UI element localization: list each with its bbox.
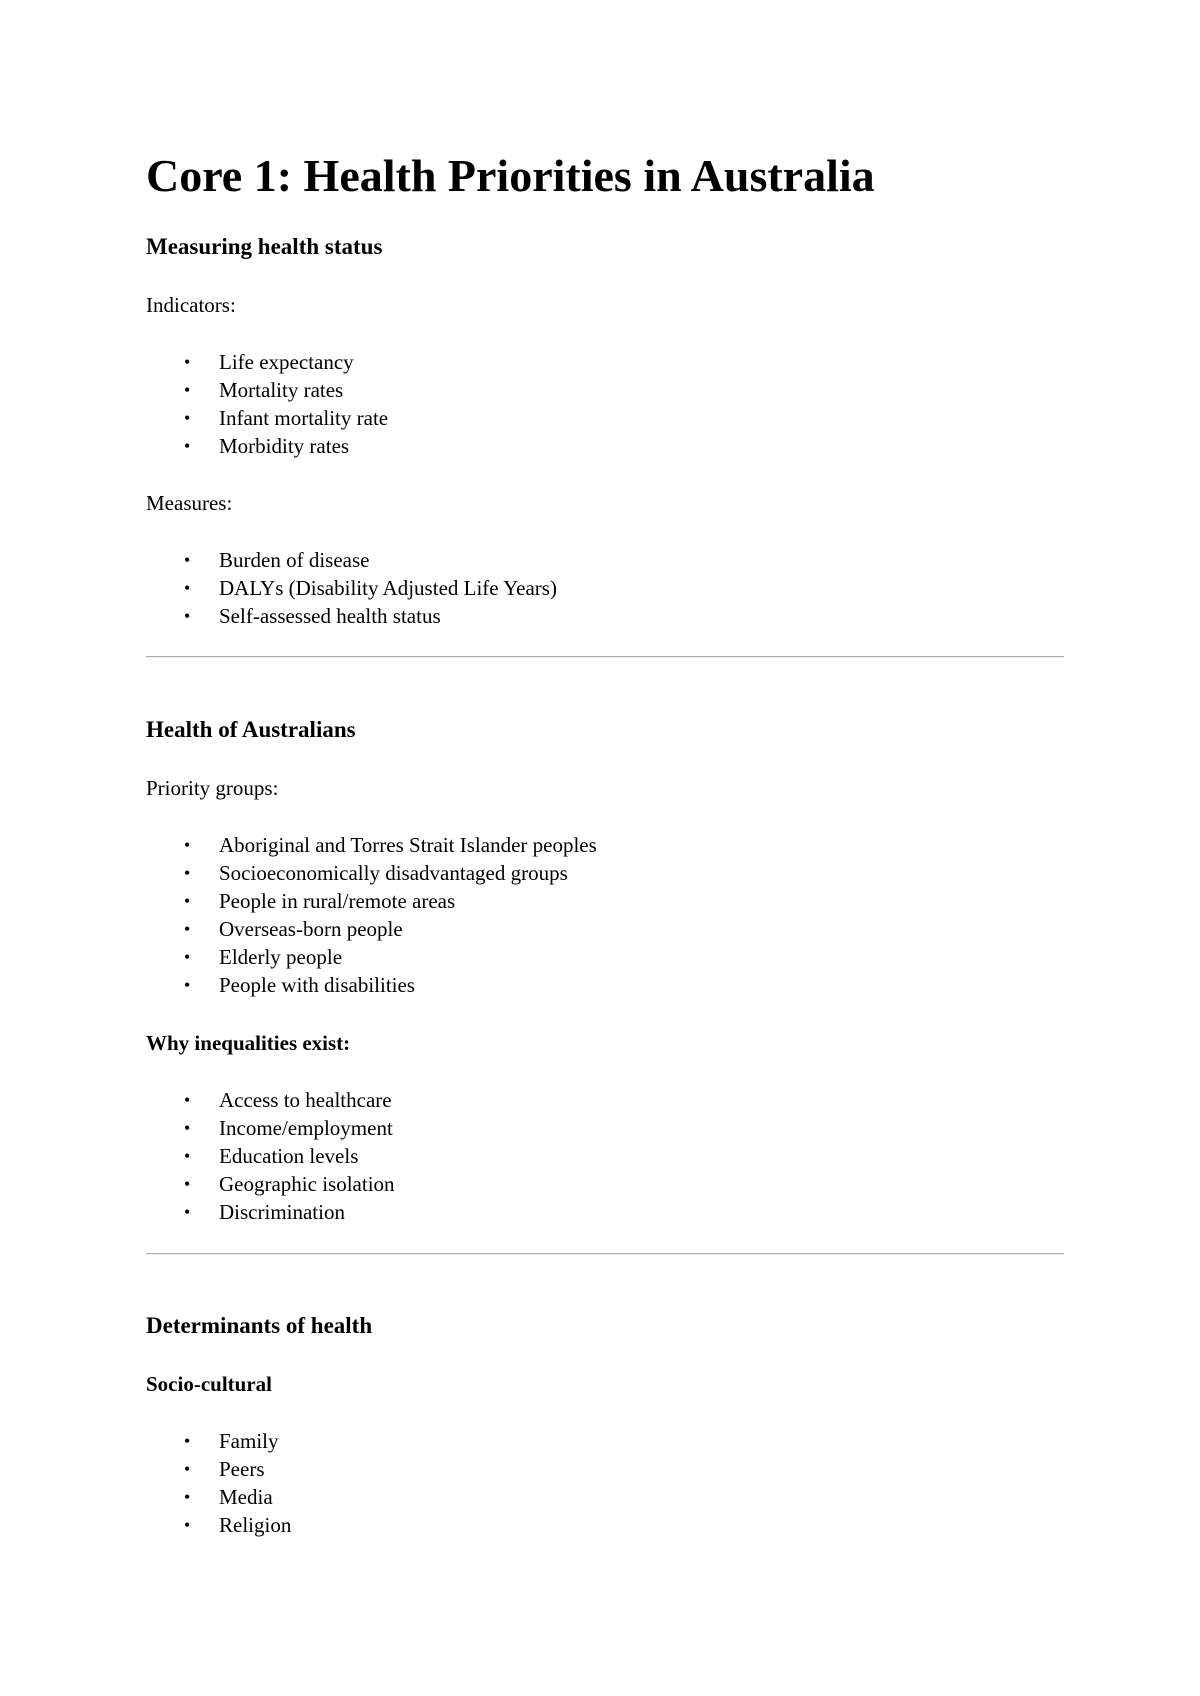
list-item: • Socioeconomically disadvantaged groups [184, 861, 568, 885]
bullet-icon: • [184, 578, 191, 598]
priority-groups-label: Priority groups: [146, 776, 279, 800]
why-list-block [146, 1086, 1064, 1226]
list-item: • Self-assessed health status [184, 604, 441, 628]
priority-list-block [146, 831, 1064, 999]
section-australians-heading-block [146, 715, 1064, 745]
section-divider [146, 656, 1064, 658]
list-item: • Morbidity rates [184, 434, 350, 458]
list-item: • People with disabilities [184, 973, 415, 997]
page-title: Core 1: Health Priorities in Australia [146, 150, 875, 201]
bullet-icon: • [184, 1431, 191, 1451]
list-item: • Mortality rates [184, 378, 344, 402]
section-heading-australians: Health of Australians [146, 717, 356, 742]
list-item: • Aboriginal and Torres Strait Islander peoples [184, 833, 597, 857]
indicators-label: Indicators: [146, 293, 236, 317]
bullet-icon: • [184, 380, 191, 400]
why-inequalities-list [146, 1086, 1064, 1226]
bullet-icon: • [184, 975, 191, 995]
list-item: • Overseas-born people [184, 917, 403, 941]
list-item: • People in rural/remote areas [184, 889, 456, 913]
bullet-icon: • [184, 1202, 191, 1222]
section-measuring-heading-block [146, 232, 1064, 262]
list-item: • Access to healthcare [184, 1088, 392, 1112]
section-heading-measuring: Measuring health status [146, 234, 383, 259]
measures-list [146, 546, 1064, 630]
bullet-icon: • [184, 947, 191, 967]
bullet-icon: • [184, 606, 191, 626]
bullet-icon: • [184, 1515, 191, 1535]
bullet-icon: • [184, 919, 191, 939]
list-item: • Peers [184, 1457, 265, 1481]
list-item: • Elderly people [184, 945, 343, 969]
bullet-icon: • [184, 891, 191, 911]
bullet-icon: • [184, 1487, 191, 1507]
list-item: • Income/employment [184, 1116, 393, 1140]
bullet-icon: • [184, 550, 191, 570]
list-item: • Education levels [184, 1144, 359, 1168]
socio-list-block [146, 1427, 1064, 1539]
measures-label-block [146, 489, 1064, 517]
bullet-icon: • [184, 1118, 191, 1138]
bullet-icon: • [184, 1146, 191, 1166]
measures-list-block [146, 546, 1064, 630]
section-divider [146, 1253, 1064, 1255]
why-heading-block [146, 1029, 1064, 1057]
list-item: • Infant mortality rate [184, 406, 389, 430]
list-item: • Discrimination [184, 1200, 345, 1224]
socio-heading-block [146, 1370, 1064, 1398]
list-item: • Geographic isolation [184, 1172, 395, 1196]
section-heading-determinants: Determinants of health [146, 1313, 373, 1338]
indicators-label-block [146, 291, 1064, 319]
list-item: • Religion [184, 1513, 292, 1537]
bullet-icon: • [184, 436, 191, 456]
indicators-list-block [146, 348, 1064, 460]
list-item: • Burden of disease [184, 548, 370, 572]
bullet-icon: • [184, 408, 191, 428]
socio-cultural-heading: Socio-cultural [146, 1372, 272, 1396]
socio-cultural-list [146, 1427, 1064, 1539]
list-item: • Life expectancy [184, 350, 354, 374]
priority-groups-list [146, 831, 1064, 999]
list-item: • Family [184, 1429, 279, 1453]
list-item: • Media [184, 1485, 273, 1509]
bullet-icon: • [184, 835, 191, 855]
section-determinants-heading-block [146, 1311, 1064, 1341]
why-inequalities-heading: Why inequalities exist: [146, 1031, 351, 1055]
bullet-icon: • [184, 1459, 191, 1479]
bullet-icon: • [184, 352, 191, 372]
bullet-icon: • [184, 863, 191, 883]
list-item: • DALYs (Disability Adjusted Life Years) [184, 576, 557, 600]
bullet-icon: • [184, 1090, 191, 1110]
indicators-list [146, 348, 1064, 460]
measures-label: Measures: [146, 491, 233, 515]
priority-label-block [146, 774, 1064, 802]
bullet-icon: • [184, 1174, 191, 1194]
